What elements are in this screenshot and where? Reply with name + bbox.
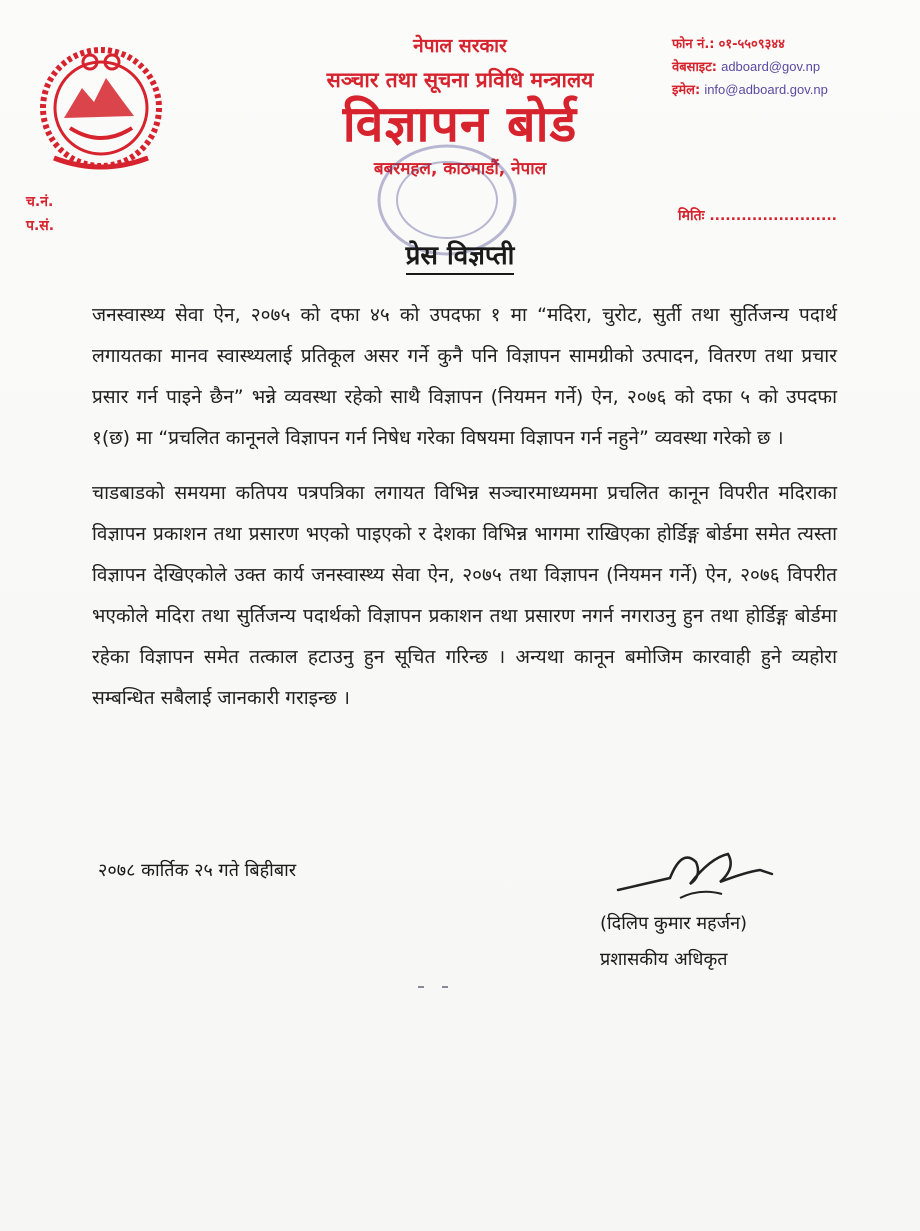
- scan-mark-icon: [418, 984, 458, 990]
- phone-label: फोन नं.:: [672, 37, 715, 52]
- board-name: विज्ञापन बोर्ड: [342, 95, 578, 153]
- document-title: [0, 236, 920, 272]
- date-placeholder: ........................: [709, 208, 837, 224]
- email-row: [672, 79, 912, 102]
- website-row: [672, 56, 912, 79]
- phone-row: [672, 34, 912, 56]
- ministry-name: सञ्चार तथा सूचना प्रविधि मन्त्रालय: [326, 68, 594, 92]
- signatory-block: [600, 906, 747, 978]
- government-name: नेपाल सरकार: [413, 35, 507, 57]
- email-label: इमेल:: [672, 83, 701, 98]
- phone-number: ०१-५५०९३४४: [718, 37, 785, 52]
- signatory-name: (दिलिप कुमार महर्जन): [600, 913, 748, 934]
- paragraph-2: चाडबाडको समयमा कतिपय पत्रपत्रिका लगायत विभिन्न सञ्चारमाध्यममा प्रचलित कानून विपरीत मदिराका विज्ञापन प्रकाशन तथा प्रसारण भएको पाइएको र देशका विभिन्न भागमा राखिएका होर्डिङ्ग बोर्डमा समेत त्यस्ता विज्ञापन देखिएकोले उक्त कार्य जनस्वास्थ्य सेवा ऐन, २०७५ तथा विज्ञापन (नियमन गर्ने) ऐन, २०७६ विपरीत भएकोले मदिरा तथा सुर्तिजन्य पदार्थको विज्ञापन प्रकाशन तथा प्रसारण नगर्न नगराउनु हुन तथा होर्डिङ्ग बोर्डमा रहेका विज्ञापन समेत तत्काल हटाउनु हुन सूचित गरिन्छ । अन्यथा कानून बमोजिम कारवाही हुने व्यहोरा सम्बन्धित सबैलाई जानकारी गराइन्छ ।: [92, 482, 837, 709]
- date-label: मितिः: [678, 208, 705, 224]
- reference-numbers: [26, 190, 54, 238]
- signatory-designation: प्रशासकीय अधिकृत: [600, 949, 728, 970]
- signature-icon: [610, 828, 780, 908]
- website-link[interactable]: adboard@gov.np: [721, 59, 821, 74]
- dispatch-number-label: च.नं.: [26, 194, 54, 210]
- nepal-emblem-icon: [34, 38, 168, 172]
- date-field: [678, 206, 837, 225]
- issue-date: २०७८ कार्तिक २५ गते बिहीबार: [98, 860, 297, 881]
- office-address: बबरमहल, काठमाडौं, नेपाल: [373, 158, 547, 179]
- contact-block: [672, 34, 912, 102]
- document-title-text: प्रेस विज्ञप्ती: [406, 241, 515, 275]
- letter-number-label: प.सं.: [26, 218, 55, 234]
- notice-body: [92, 295, 837, 733]
- website-label: वेबसाइट:: [672, 60, 717, 75]
- email-link[interactable]: info@adboard.gov.np: [704, 82, 828, 97]
- paragraph-1: जनस्वास्थ्य सेवा ऐन, २०७५ को दफा ४५ को उपदफा १ मा “मदिरा, चुरोट, सुर्ती तथा सुर्तिजन्य पदार्थ लगायतका मानव स्वास्थ्यलाई प्रतिकूल असर गर्ने कुनै पनि विज्ञापन सामग्रीको उत्पादन, वितरण तथा प्रचार प्रसार गर्न पाइने छैन” भन्ने व्यवस्था रहेको साथै विज्ञापन (नियमन गर्ने) ऐन, २०७६ को दफा ५ को उपदफा १(छ) मा “प्रचलित कानूनले विज्ञापन गर्न निषेध गरेका विषयमा विज्ञापन गर्न नहुने” व्यवस्था गरेको छ ।: [92, 304, 837, 449]
